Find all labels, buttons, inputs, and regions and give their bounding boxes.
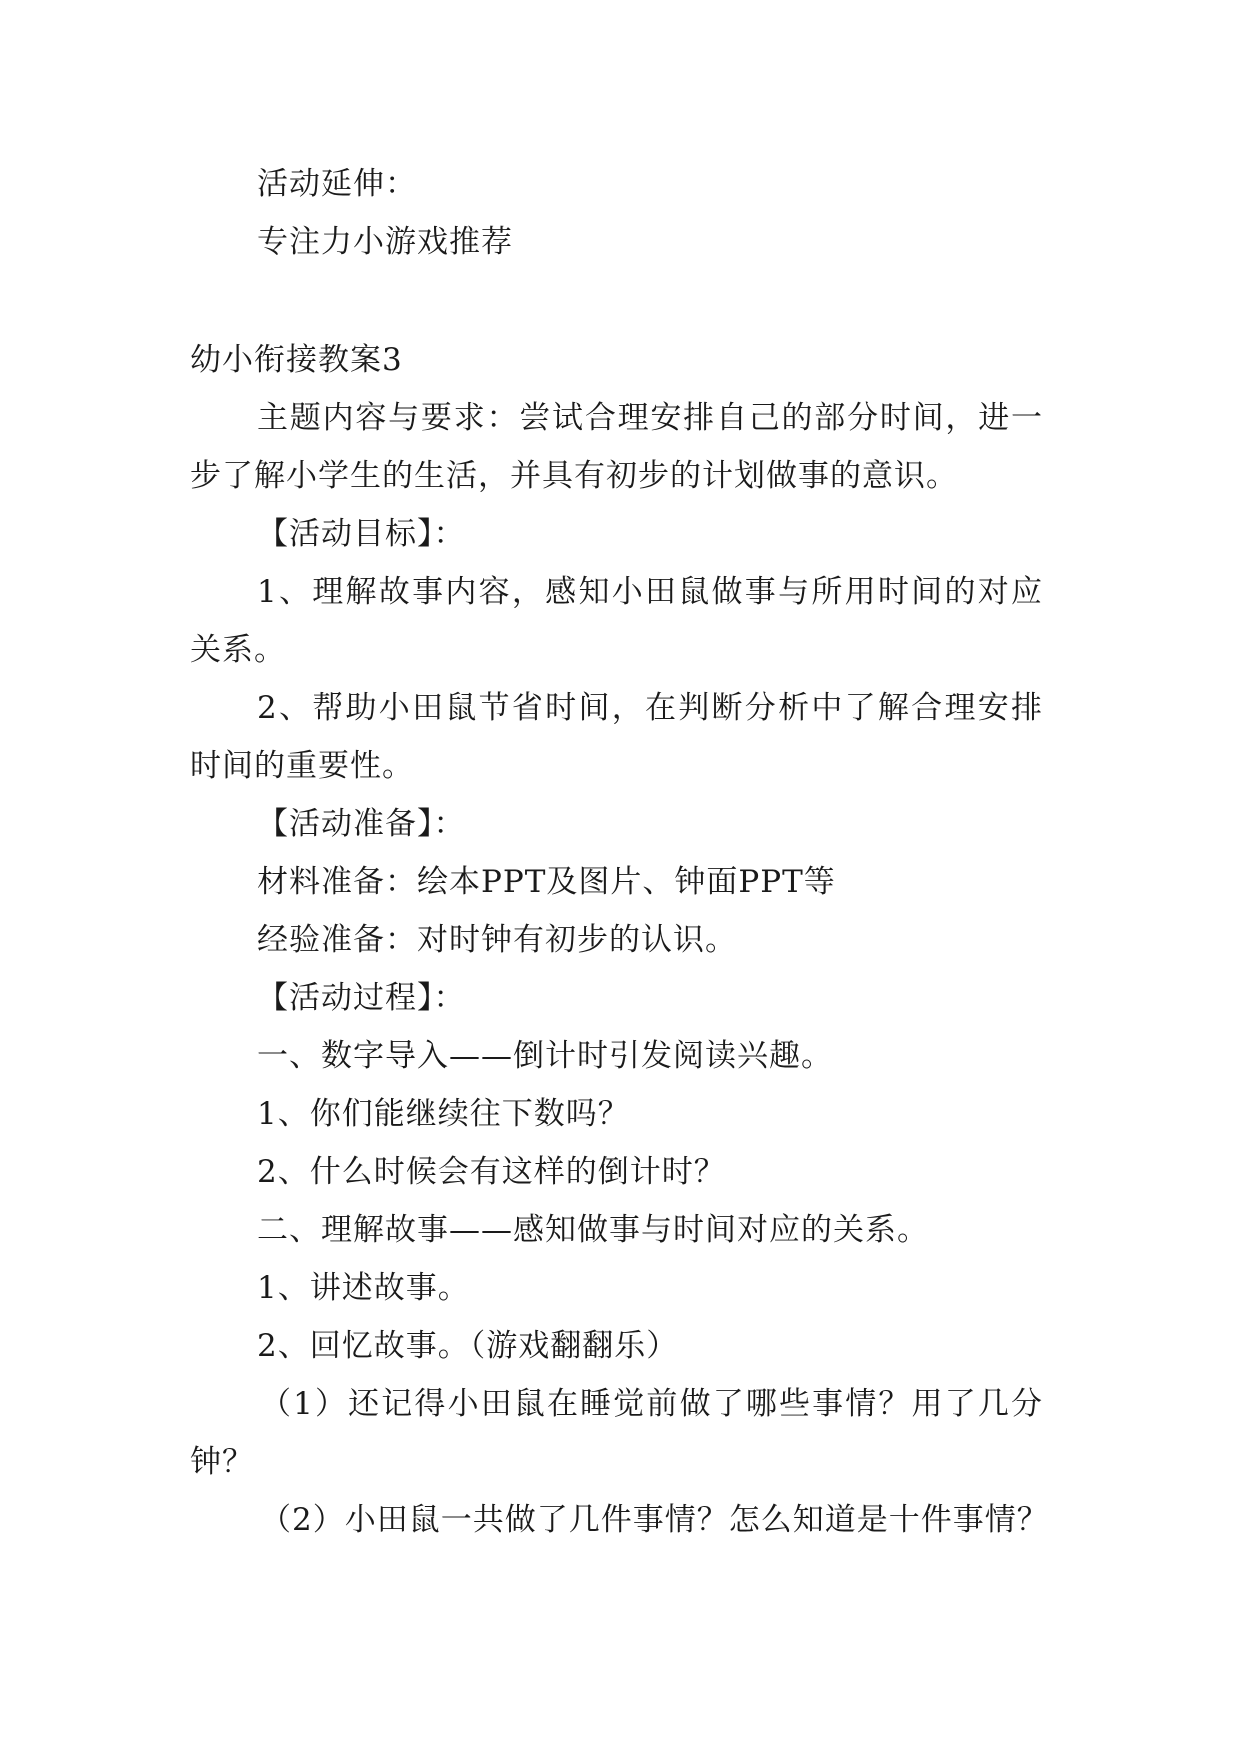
step-1-question-2: 2、什么时候会有这样的倒计时？ <box>257 1154 726 1190</box>
goal-2-line-1: 2、帮助小田鼠节省时间，在判断分析中了解合理安排 <box>257 690 1043 726</box>
activity-process-heading: 【活动过程】： <box>257 980 466 1016</box>
activity-goals-heading: 【活动目标】： <box>257 516 466 552</box>
recall-question-1-line-1: （1）还记得小田鼠在睡觉前做了哪些事情？用了几分 <box>260 1386 1043 1422</box>
goal-1-line-1: 1、理解故事内容，感知小田鼠做事与所用时间的对应 <box>257 574 1043 610</box>
recall-question-1-line-2: 钟？ <box>190 1444 254 1480</box>
recall-question-2: （2）小田鼠一共做了几件事情？怎么知道是十件事情？ <box>260 1502 1049 1538</box>
theme-paragraph-line-2: 步了解小学生的生活，并具有初步的计划做事的意识。 <box>190 458 958 494</box>
step-1-question-1: 1、你们能继续往下数吗？ <box>257 1096 630 1132</box>
material-preparation: 材料准备：绘本PPT及图片、钟面PPT等 <box>257 864 836 900</box>
focus-game-recommendation: 专注力小游戏推荐 <box>257 224 513 260</box>
activity-preparation-heading: 【活动准备】： <box>257 806 466 842</box>
step-2-heading: 二、理解故事——感知做事与时间对应的关系。 <box>257 1212 929 1248</box>
activity-extension-heading: 活动延伸： <box>257 166 417 202</box>
theme-paragraph-line-1: 主题内容与要求：尝试合理安排自己的部分时间，进一 <box>257 400 1043 436</box>
step-2-item-1: 1、讲述故事。 <box>257 1270 470 1306</box>
step-1-heading: 一、数字导入——倒计时引发阅读兴趣。 <box>257 1038 833 1074</box>
goal-1-line-2: 关系。 <box>190 632 286 668</box>
goal-2-line-2: 时间的重要性。 <box>190 748 414 784</box>
step-2-item-2: 2、回忆故事。（游戏翻翻乐） <box>257 1328 679 1364</box>
experience-preparation: 经验准备：对时钟有初步的认识。 <box>257 922 737 958</box>
lesson-plan-title: 幼小衔接教案3 <box>190 342 403 378</box>
